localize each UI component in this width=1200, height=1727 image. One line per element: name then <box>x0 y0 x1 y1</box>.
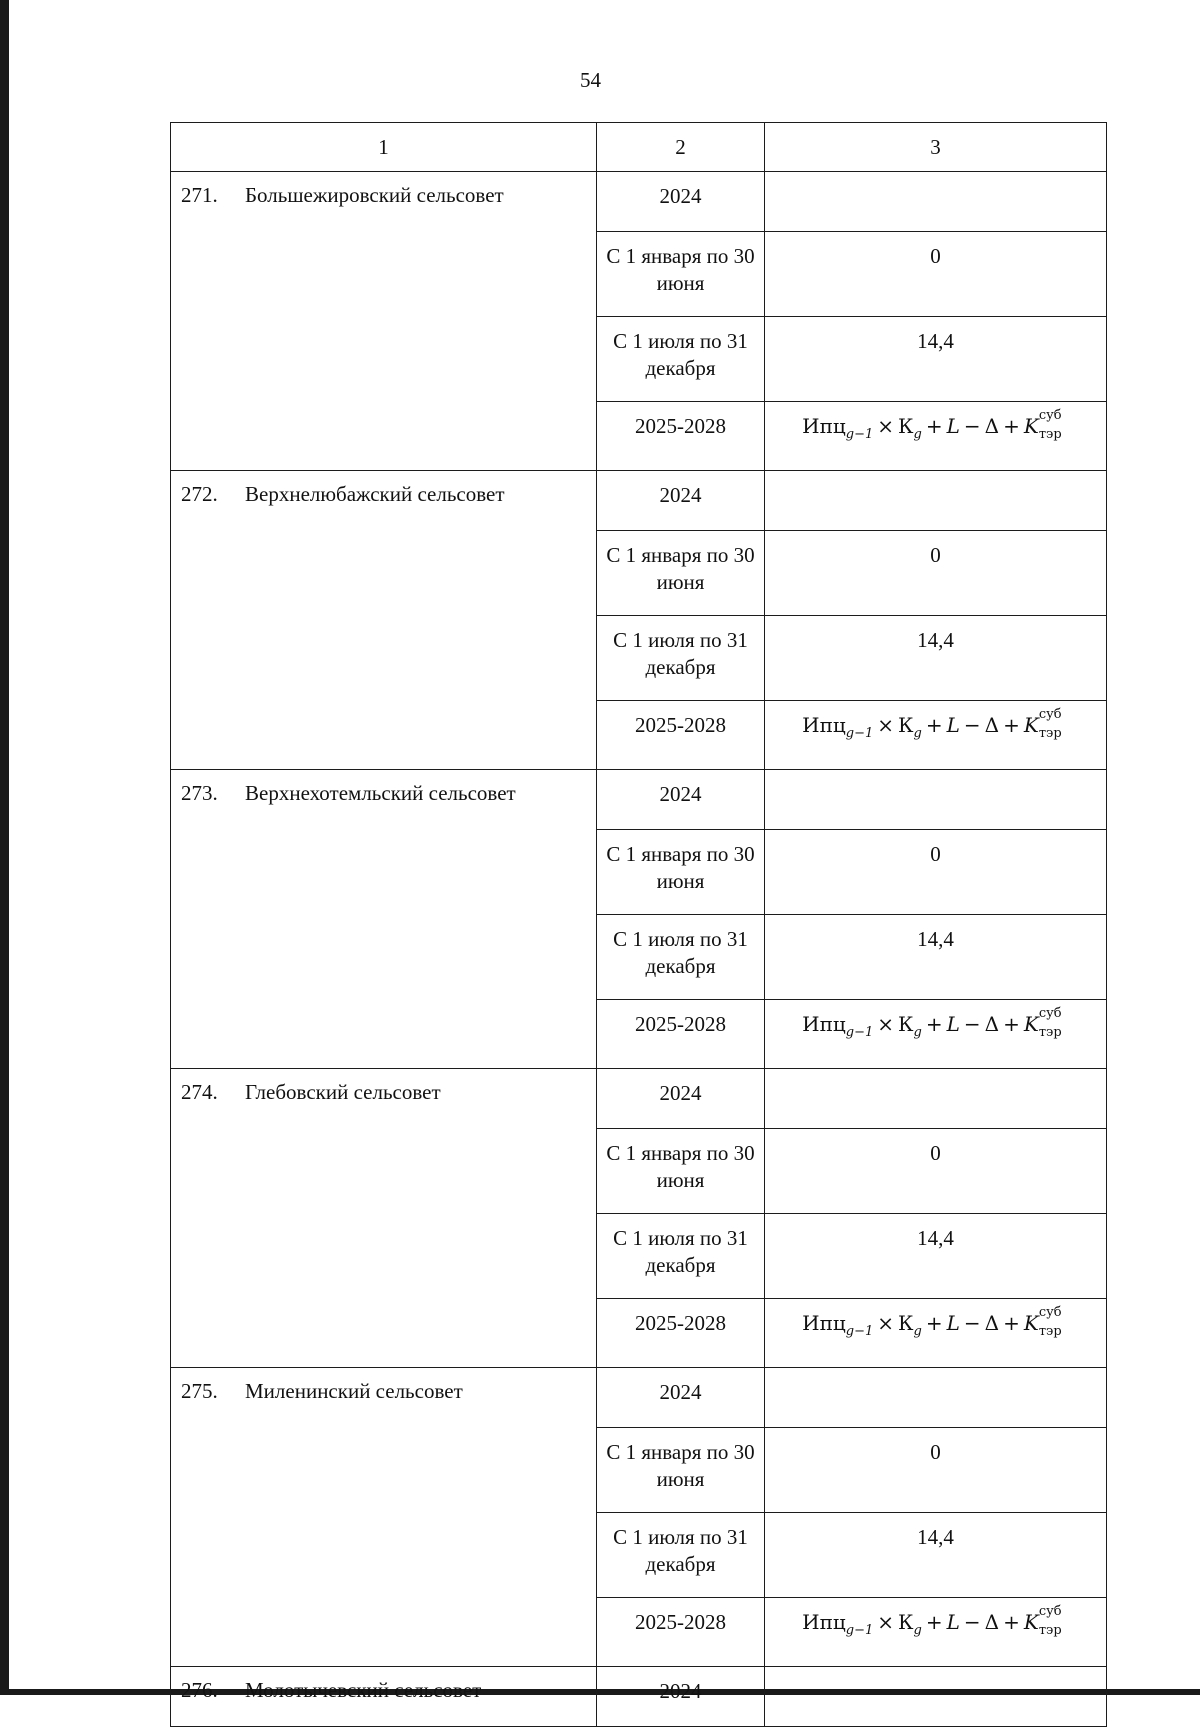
formula-k-ter-indices <box>1038 1304 1069 1339</box>
formula-plus: + <box>925 414 943 438</box>
council-name-cell <box>171 1667 597 1727</box>
period-cell: С 1 июля по 31 декабря <box>597 1214 765 1299</box>
value-cell <box>765 1667 1107 1727</box>
value-cell: 0 <box>765 830 1107 915</box>
formula-times: × <box>877 414 895 438</box>
period-cell: 2024 <box>597 1667 765 1727</box>
formula-k-ter-indices <box>1038 706 1069 741</box>
value-cell <box>765 1368 1107 1428</box>
period-cell: С 1 июля по 31 декабря <box>597 616 765 701</box>
council-name: Большежировский сельсовет <box>245 183 504 207</box>
period-cell: С 1 января по 30 июня <box>597 1428 765 1513</box>
formula-minus: − <box>963 1610 981 1634</box>
formula-k-ter-indices <box>1038 1005 1069 1040</box>
formula-delta: Δ <box>984 1311 1000 1335</box>
period-cell: 2024 <box>597 1368 765 1428</box>
formula-minus: − <box>963 713 981 737</box>
formula-minus: − <box>963 414 981 438</box>
formula-plus-2: + <box>1003 713 1020 737</box>
period-cell: С 1 июля по 31 декабря <box>597 915 765 1000</box>
table-row <box>171 1368 1107 1428</box>
header-cell-2: 2 <box>597 123 765 172</box>
formula-base-subscript: g−1 <box>845 726 874 741</box>
formula-k-ter: K <box>1023 1012 1039 1036</box>
value-cell <box>765 172 1107 232</box>
formula-k: К <box>898 1610 914 1634</box>
formula-base: Ипц <box>802 1012 846 1036</box>
formula-k-ter: K <box>1023 414 1039 438</box>
formula-k-ter-indices <box>1038 407 1069 442</box>
table-row <box>171 471 1107 531</box>
period-cell: 2024 <box>597 1069 765 1129</box>
formula-k-ter-superscript: суб <box>1038 407 1062 423</box>
council-name-cell <box>171 770 597 1069</box>
formula-plus-2: + <box>1003 414 1020 438</box>
tariff-table-body <box>171 123 1107 1727</box>
formula-base: Ипц <box>802 713 846 737</box>
formula <box>802 1005 1069 1040</box>
page-number: 54 <box>580 68 601 92</box>
period-cell: 2025-2028 <box>597 701 765 770</box>
council-name: Глебовский сельсовет <box>245 1080 441 1104</box>
formula-minus: − <box>963 1311 981 1335</box>
table-row <box>171 1667 1107 1727</box>
formula-k-subscript: g <box>913 427 922 442</box>
formula-delta: Δ <box>984 1012 1000 1036</box>
period-cell: 2025-2028 <box>597 1299 765 1368</box>
formula-times: × <box>877 1610 895 1634</box>
formula-delta: Δ <box>984 1610 1000 1634</box>
council-name: Миленинский сельсовет <box>245 1379 463 1403</box>
formula-k-ter-subscript: тэр <box>1038 1024 1062 1040</box>
row-number: 274. <box>181 1080 218 1104</box>
row-number: 272. <box>181 482 218 506</box>
council-name: Верхнелюбажский сельсовет <box>245 482 505 506</box>
formula-base: Ипц <box>802 1610 846 1634</box>
formula-times: × <box>877 1311 895 1335</box>
value-cell: 0 <box>765 232 1107 317</box>
council-name: Верхнехотемльский сельсовет <box>245 781 516 805</box>
formula <box>802 1304 1069 1339</box>
formula <box>802 1603 1069 1638</box>
scan-border-left <box>0 0 9 1695</box>
formula-cell <box>765 701 1107 770</box>
council-name-cell <box>171 1069 597 1368</box>
formula-k-subscript: g <box>913 1623 922 1638</box>
formula-k: К <box>898 1311 914 1335</box>
formula-cell <box>765 402 1107 471</box>
header-cell-3: 3 <box>765 123 1107 172</box>
formula-cell <box>765 1000 1107 1069</box>
formula-k: К <box>898 1012 914 1036</box>
period-cell: 2024 <box>597 172 765 232</box>
period-cell: 2025-2028 <box>597 402 765 471</box>
formula-l: L <box>946 414 960 438</box>
period-cell: С 1 января по 30 июня <box>597 232 765 317</box>
formula-k-ter-indices <box>1038 1603 1069 1638</box>
table-row <box>171 770 1107 830</box>
value-cell <box>765 1069 1107 1129</box>
row-number: 275. <box>181 1379 218 1403</box>
council-name-cell <box>171 471 597 770</box>
period-cell: С 1 июля по 31 декабря <box>597 317 765 402</box>
formula-k-ter: K <box>1023 1610 1039 1634</box>
formula-delta: Δ <box>984 713 1000 737</box>
formula-minus: − <box>963 1012 981 1036</box>
formula-k-ter-superscript: суб <box>1038 1005 1062 1021</box>
formula <box>802 706 1069 741</box>
formula-k-subscript: g <box>913 1324 922 1339</box>
period-cell: С 1 июля по 31 декабря <box>597 1513 765 1598</box>
formula-plus-2: + <box>1003 1012 1020 1036</box>
formula-k-subscript: g <box>913 1025 922 1040</box>
period-cell: С 1 января по 30 июня <box>597 531 765 616</box>
value-cell: 14,4 <box>765 317 1107 402</box>
formula-k: К <box>898 414 914 438</box>
formula-plus-2: + <box>1003 1311 1020 1335</box>
formula-k-ter: K <box>1023 1311 1039 1335</box>
formula-plus: + <box>925 1610 943 1634</box>
formula-plus-2: + <box>1003 1610 1020 1634</box>
formula <box>802 407 1069 442</box>
period-cell: С 1 января по 30 июня <box>597 1129 765 1214</box>
formula-l: L <box>946 1012 960 1036</box>
formula-k-ter-superscript: суб <box>1038 706 1062 722</box>
table-row <box>171 172 1107 232</box>
header-row <box>171 123 1107 172</box>
period-cell: 2025-2028 <box>597 1000 765 1069</box>
formula-k-ter-subscript: тэр <box>1038 725 1062 741</box>
formula-k-ter-subscript: тэр <box>1038 1323 1062 1339</box>
formula-base-subscript: g−1 <box>845 1025 874 1040</box>
value-cell: 14,4 <box>765 915 1107 1000</box>
formula-k-ter-subscript: тэр <box>1038 426 1062 442</box>
formula-times: × <box>877 713 895 737</box>
formula-l: L <box>946 713 960 737</box>
table-row <box>171 1069 1107 1129</box>
formula-base-subscript: g−1 <box>845 427 874 442</box>
row-number: 271. <box>181 183 218 207</box>
council-name-cell <box>171 172 597 471</box>
value-cell <box>765 770 1107 830</box>
value-cell: 0 <box>765 1129 1107 1214</box>
formula-plus: + <box>925 1012 943 1036</box>
formula-plus: + <box>925 1311 943 1335</box>
formula-cell <box>765 1299 1107 1368</box>
formula-l: L <box>946 1311 960 1335</box>
value-cell: 14,4 <box>765 616 1107 701</box>
formula-plus: + <box>925 713 943 737</box>
value-cell: 0 <box>765 531 1107 616</box>
row-number: 276. <box>181 1678 218 1702</box>
value-cell: 14,4 <box>765 1513 1107 1598</box>
formula-base-subscript: g−1 <box>845 1324 874 1339</box>
value-cell: 14,4 <box>765 1214 1107 1299</box>
formula-k-ter-superscript: суб <box>1038 1304 1062 1320</box>
formula-base: Ипц <box>802 414 846 438</box>
formula-k-subscript: g <box>913 726 922 741</box>
formula-base: Ипц <box>802 1311 846 1335</box>
header-cell-1: 1 <box>171 123 597 172</box>
formula-k-ter-superscript: суб <box>1038 1603 1062 1619</box>
formula-times: × <box>877 1012 895 1036</box>
formula-k-ter: K <box>1023 713 1039 737</box>
row-number: 273. <box>181 781 218 805</box>
council-name: Молотычевский сельсовет <box>245 1678 482 1702</box>
formula-l: L <box>946 1610 960 1634</box>
period-cell: 2025-2028 <box>597 1598 765 1667</box>
period-cell: 2024 <box>597 471 765 531</box>
formula-cell <box>765 1598 1107 1667</box>
period-cell: С 1 января по 30 июня <box>597 830 765 915</box>
formula-k-ter-subscript: тэр <box>1038 1622 1062 1638</box>
period-cell: 2024 <box>597 770 765 830</box>
council-name-cell <box>171 1368 597 1667</box>
formula-base-subscript: g−1 <box>845 1623 874 1638</box>
tariff-table <box>170 122 1107 1727</box>
value-cell: 0 <box>765 1428 1107 1513</box>
value-cell <box>765 471 1107 531</box>
formula-k: К <box>898 713 914 737</box>
formula-delta: Δ <box>984 414 1000 438</box>
